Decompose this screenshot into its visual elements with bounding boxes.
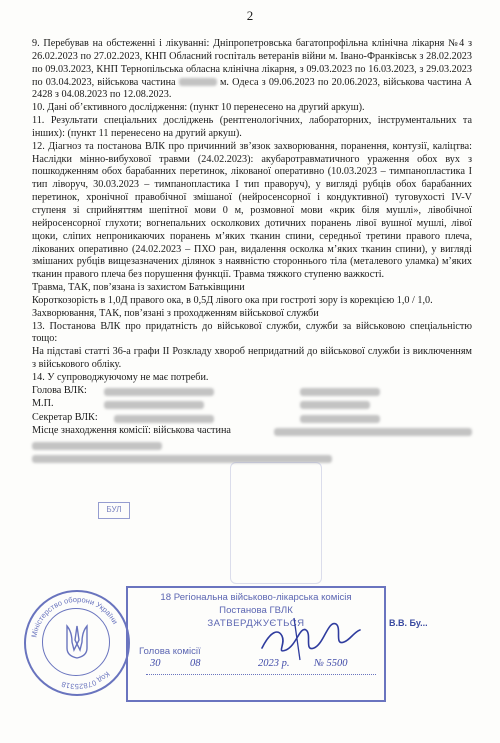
svg-text:Код 07825318 [60,670,111,691]
mini-stamp: БУЛ [98,502,130,519]
stamp-head-label: Голова комісії [139,646,201,657]
page-number: 2 [246,8,254,23]
item-14: 14. У супроводжуючому не має потреби. [32,371,209,383]
item-9-text: 9. Перебував на обстеженні і лікуванні: Дніпропетровська багатопрофільна клінічна лікарня №4 з 26.02.2023 по 27.02.2023, КНП Обласний госпіталь ветеранів війни м. Івано-Франківськ з 28.02.2023 по 09.03.2023, КНП Тернопільська обласна клінічна лікарня, з 09.03.2023 по 16.03.2023, з 29.03.2023 по 03.04.2023, військова частина [32,38,472,88]
stamp-date-month: 08 [190,658,201,669]
redacted-address-line [32,439,472,453]
handwritten-signature [256,610,366,670]
round-seal [24,590,130,696]
faint-stamp-mark [230,462,322,584]
mp-label: М.П. [32,398,54,410]
redacted-head-name [300,388,380,396]
redacted-head-signature [104,388,214,396]
redacted-location [274,428,472,436]
redacted-unit [179,78,217,86]
stamp-commission-name: 18 Регіональна військово-лікарська комісія [160,592,352,603]
item-13-decision: На підставі статті 36-а графи II Розкладу хвороб непридатний до військової служби із виключенням з військового обліку. [32,346,472,371]
item-10: 10. Дані об’єктивного дослідження: (пункт 10 перенесено на другий аркуш). [32,102,365,114]
trident-icon [64,622,90,662]
item-13: 13. Постанова ВЛК про придатність до військової служби, служби за військовою спеціальністю тощо: [32,320,472,345]
redacted-address-1 [32,442,162,450]
location-line [32,425,472,439]
round-seal-ministry-text: Міністерство оборони України [29,594,120,639]
secretary-signature-line [32,412,472,426]
item-12-vision: Короткозорість в 1,0Д правого ока, в 0,5Д лівого ока при гостроті зору із корекцією 1,0 / 1,0. [32,294,433,306]
stamp-number: № 5500 [314,658,348,669]
item-11: 11. Результати спеціальних досліджень (рентгенологічних, лабораторних, інструментальних та інших): (пункт 11 перенесено на другий аркуш). [32,115,472,139]
stamp-date-day: 30 [150,658,161,669]
stamp-approved: ЗАТВЕРДЖУЄТЬСЯ [207,618,305,629]
redacted-mp-name [300,401,370,409]
item-12-disease-status: Захворювання, ТАК, пов’язані з проходженням військової служби [32,307,319,319]
signer-initials: В.В. Бу... [389,618,428,628]
item-12-injury-status: Травма, ТАК, пов’язана із захистом Батьківщини [32,282,245,294]
secretary-label: Секретар ВЛК: [32,411,98,423]
item-9-tail: м. Одеса з 09.06.2023 по 20.06.2023, військова частина А 2428 з 04.08.2023 по 12.08.2023. [32,76,473,101]
mp-line [32,398,472,412]
round-seal-code-text: Код 07825318 [60,669,112,692]
redacted-secretary-signature [114,415,214,423]
item-12: 12. Діагноз та постанова ВЛК про причинний зв’язок захворювання, поранення, контузії, каліцтва: Наслідки мінно-вибухової травми (24.02.2023): акубаротравматичного ураження обох вух з пошкодженням обох барабанних перетинок, лікованої оперативно (10.03.2023 – тимпанопластика I тип ліворуч, 30.03.2023 – тимпанопластика I тип праворуч), у вигляді рубців обох барабанних перетинок, хронічної правобічної змішаної (нейросенсорної і кондуктивної) туговухості IV-V ступеня зі сприйняттям шепітної мови 0 м, розмовної мови «крик біля мушлі», лівобічної нейросенсорної глухоти; вогнепальних осколкових дотичних поранень лівої вушної мушлі, лівої щоки, сліпих непроникаючих поранень м’яких тканин спини, середньої третини правого плеча, лікованих оперативно (24.02.2023 – ПХО ран, видалення осколка м’яких тканин спини), у вигляді змішаних рубців вищезазначених ділянок з наявністю стороннього тіла (металевого уламка) м’яких тканин правого плеча без порушення функції. Травма тяжкого ступеню важкості. [32,140,472,281]
head-label: Голова ВЛК: [32,384,87,396]
stamp-date-year: 2023 р. [258,658,290,669]
stamp-resolution: Постанова ГВЛК [219,605,293,616]
item-9 [32,38,472,102]
document-body [32,38,472,466]
redacted-mp [104,401,204,409]
location-label: Місце знаходження комісії: військова частина [32,425,231,437]
head-signature-line [32,385,472,399]
stamp-date-line [146,674,376,675]
redacted-secretary-name [300,415,380,423]
